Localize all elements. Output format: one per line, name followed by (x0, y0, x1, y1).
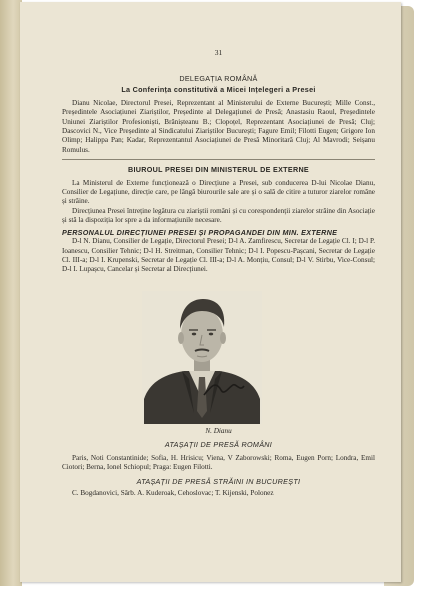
biuroul-paragraph-2: Direcțiunea Presei întreține legătura cu ziariștii români și cu corespondenții ziarelor străine din Asociație și stă la dispoziția lor spre a da informațiunile necesare. (62, 206, 375, 225)
page-content (62, 48, 375, 275)
personal-title: PERSONALUL DIRECȚIUNEI PRESEI ȘI PROPAGANDEI DIN MIN. EXTERNE (62, 227, 338, 237)
atasatii-romani-body: Paris, Noti Constantinide; Sofia, H. Hrisicu; Viena, V Zaborowski; Roma, Eugen Porn; Londra, Emil Ciotori; Berna, Ionel Schiopul; Praga: Eugen Filotti. (62, 453, 375, 472)
conferinta-title: La Conferința constitutivă a Micei Ințelegeri a Presei (121, 85, 316, 95)
delegatia-title: DELEGAȚIA ROMÂNĂ (179, 74, 258, 83)
personal-body: D-l N. Dianu, Consilier de Legație, Directorul Presei; D-l A. Zamfirescu, Secretar de Legație Cl. I; D-l P. Ioanescu, Consilier Tehnic; D-l H. Streitman, Consilier Tehnic; D-l I. Popescu-Pașcani, Secretar de Legație Cl. III-a; D-l I. Krupenski, Secretar de Legație Cl. III-a; D-l A. Monțiu, Consul; D-l V. Stirbu, Vice-Consul; D-l I. Lupașcu, Cancelar și Secretar al Direcțiunei. (62, 237, 375, 274)
section-divider (62, 159, 375, 160)
delegatia-body: Dianu Nicolae, Directorul Presei, Reprezentant al Ministerului de Externe București; Mille Const., Președintele Asociațiunei Ziariștilor, Președinte al Delegațiunei de Presă; Anastasiu Raoul, Președintele Uniunei Ziariștilor Profesioniști, Brănișteanu B.; Clopoțel, Reprezentant Asociațiunei de Presă; Cluj; Dascovici N., Vice Președinte al Sindicatului Ziariștilor București; Fagure Emil; Filotti Eugen; Grigore Ion Olimp; Halippa Pan; Kadar, Reprezentantul Asociațiunei de Presă Minoritară Cluj; Al Mavrodi; Seișanu Romulus. (62, 98, 375, 154)
photo-caption: N. Dianu (205, 427, 232, 435)
atasatii-straini-title: ATAȘAȚII DE PRESĂ STRĂINI IN BUCUREȘTI (136, 476, 301, 486)
book-spine (0, 0, 22, 586)
biuroul-paragraph-1: La Ministerul de Externe funcționează o Direcțiune a Presei, sub conducerea D-lui Nicolae Dianu, Consilier de Legațiune, direcție care, pe lângă biurourile sale are și o sală de citire a tuturor ziarelor române și străine. (62, 178, 375, 206)
lower-content (62, 427, 375, 498)
portrait-photo (142, 291, 262, 424)
biuroul-title: BIUROUL PRESEI DIN MINISTERUL DE EXTERNE (127, 165, 310, 175)
atasatii-romani-title: ATAȘAȚII DE PRESĂ ROMÂNI (164, 440, 273, 450)
document-page (20, 2, 401, 582)
page-number: 31 (214, 48, 223, 57)
atasatii-straini-body: C. Bogdanovici, Sârb. A. Kuderoak, Cehoslovac; T. Kijenski, Polonez (72, 489, 274, 498)
portrait-photo-graphic (142, 291, 262, 424)
